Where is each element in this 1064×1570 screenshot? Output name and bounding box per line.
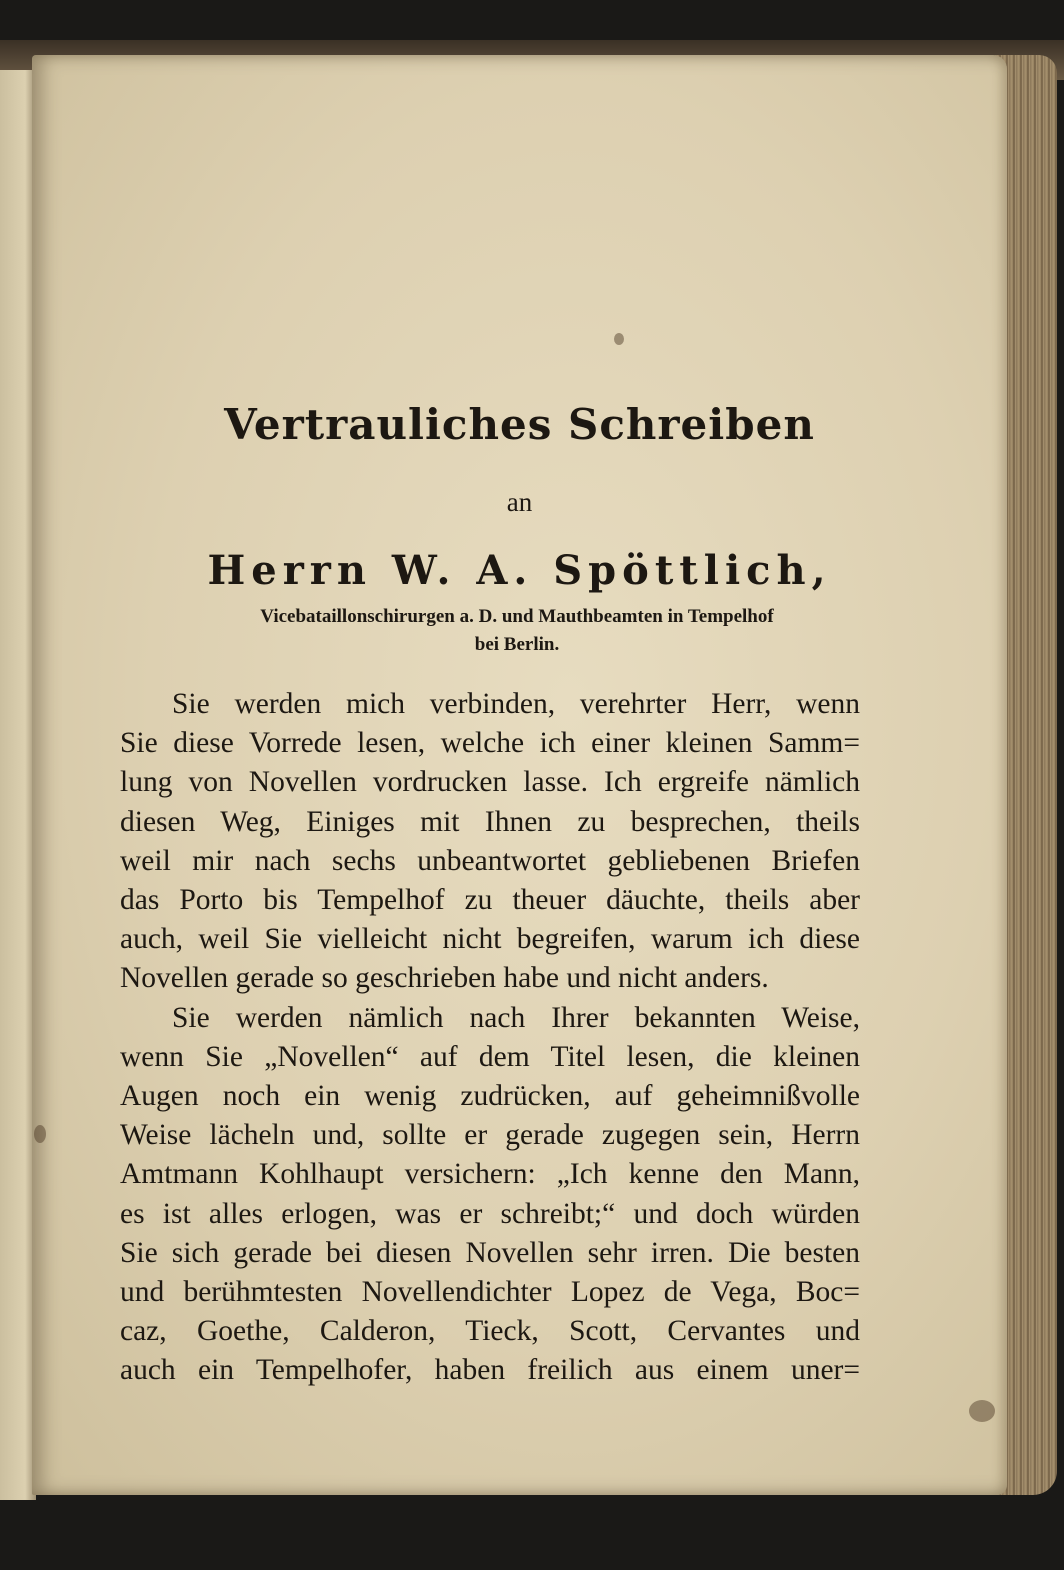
foxing-spot <box>614 333 624 345</box>
text-line: auch ein Tempelhofer, haben freilich aus einem uner= <box>120 1354 860 1387</box>
text-line: Augen noch ein wenig zudrücken, auf geheimnißvolle <box>120 1080 860 1113</box>
paragraph-2 <box>120 999 860 1391</box>
text-line: lung von Novellen vordrucken lasse. Ich ergreife nämlich <box>120 766 860 799</box>
text-line: Novellen gerade so geschrieben habe und nicht anders. <box>120 962 769 995</box>
paragraph-1 <box>120 685 860 999</box>
recipient-description <box>122 603 912 659</box>
text-line: Sie sich gerade bei diesen Novellen sehr irren. Die besten <box>120 1236 860 1269</box>
text-line: diesen Weg, Einiges mit Ihnen zu besprechen, theils <box>120 805 860 838</box>
text-line: Weise lächeln und, sollte er gerade zugegen sein, Herrn <box>120 1119 860 1152</box>
subtitle-line: bei Berlin. <box>474 634 560 655</box>
title-preposition: an <box>506 487 533 517</box>
facing-page-edge <box>0 70 36 1500</box>
text-line: Amtmann Kohlhaupt versichern: „Ich kenne den Mann, <box>120 1158 860 1191</box>
text-line: das Porto bis Tempelhof zu theuer däuchte, theils aber <box>120 884 860 917</box>
text-line: Sie werden mich verbinden, verehrter Herr, wenn <box>172 688 860 720</box>
ink-blot <box>969 1400 995 1422</box>
text-line: Sie werden nämlich nach Ihrer bekannten Weise, <box>172 1001 860 1034</box>
text-line: und berühmtesten Novellendichter Lopez de Vega, Boc= <box>120 1276 860 1309</box>
body-text <box>120 685 860 1391</box>
recipient-name: Herrn W. A. Spöttlich, <box>207 547 832 594</box>
text-line: caz, Goethe, Calderon, Tieck, Scott, Cervantes und <box>120 1315 860 1348</box>
text-line: wenn Sie „Novellen“ auf dem Titel lesen, die kleinen <box>120 1040 860 1073</box>
page-title: Vertrauliches Schreiben <box>224 400 815 449</box>
foxing-spot <box>34 1125 46 1143</box>
subtitle-line: Vicebataillonschirurgen a. D. und Mauthbeamten in Tempelhof <box>260 606 774 627</box>
text-line: auch, weil Sie vielleicht nicht begreifen, warum ich diese <box>120 923 860 956</box>
book-page <box>32 55 1007 1495</box>
text-line: Sie diese Vorrede lesen, welche ich einer kleinen Samm= <box>120 727 860 760</box>
text-line: weil mir nach sechs unbeantwortet gebliebenen Briefen <box>120 844 860 877</box>
text-line: es ist alles erlogen, was er schreibt;“ und doch würden <box>120 1197 860 1230</box>
